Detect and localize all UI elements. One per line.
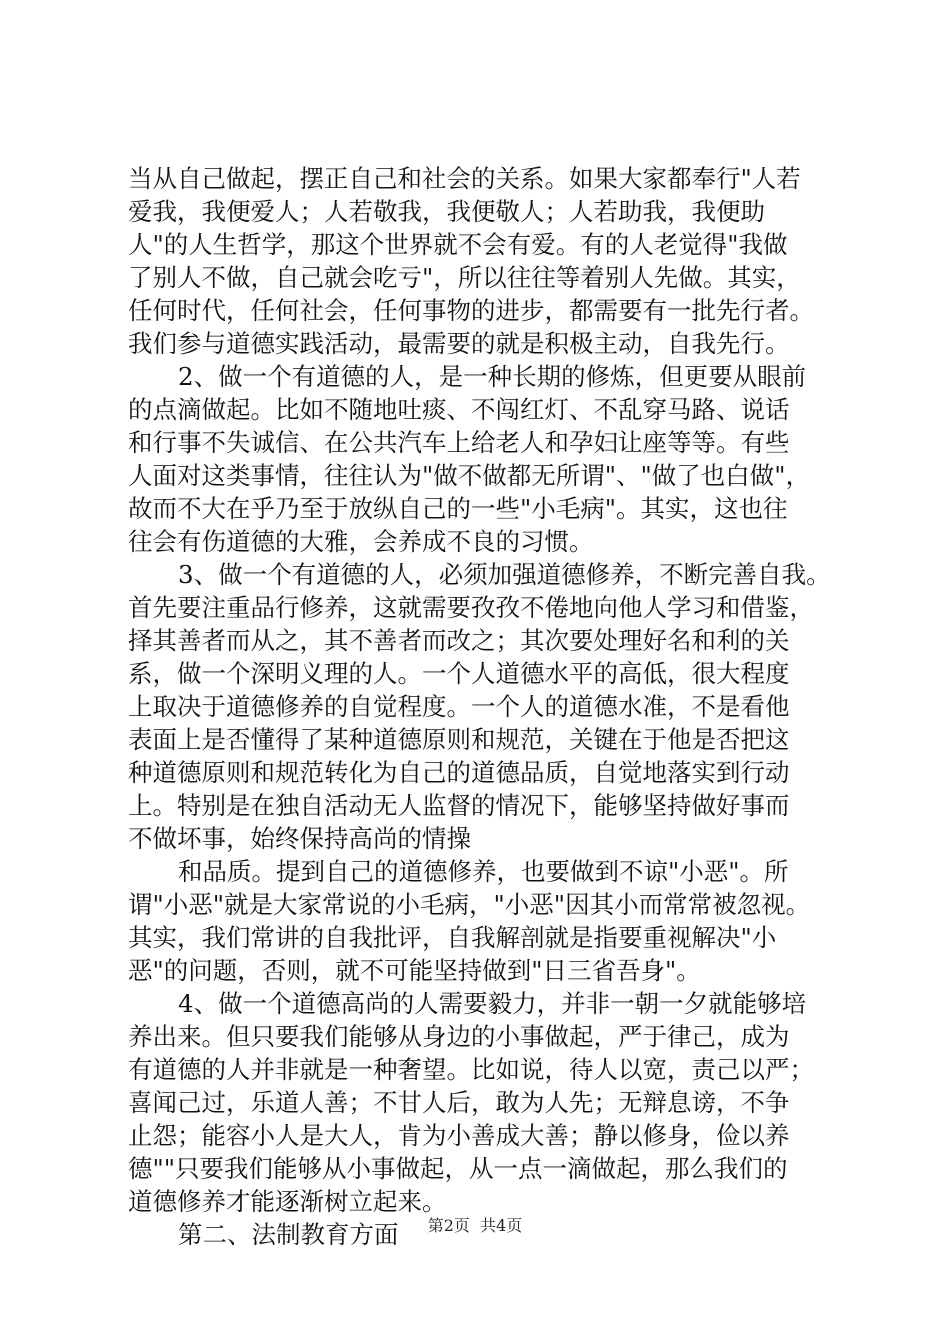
text-line: 谓"小恶"就是大家常说的小毛病，"小恶"因其小而常常被忽视。 (128, 890, 811, 919)
text-line: 种道德原则和规范转化为自己的道德品质，自觉地落实到行动 (128, 758, 790, 787)
page-footer (0, 1214, 950, 1238)
text-line: 首先要注重品行修养，这就需要孜孜不倦地向他人学习和借鉴， (128, 593, 814, 622)
text-line: 道德修养才能逐渐树立起来。 (128, 1187, 447, 1216)
text-line: 其实，我们常讲的自我批评，自我解剖就是指要重视解决"小 (128, 923, 777, 952)
text-line: 的点滴做起。比如不随地吐痰、不闯红灯、不乱穿马路、说话 (128, 395, 790, 424)
text-line: 爱我，我便爱人；人若敬我，我便敬人；人若助我，我便助 (128, 197, 765, 226)
text-line: 往会有伤道德的大雅，会养成不良的习惯。 (128, 527, 594, 556)
text-line: 有道德的人并非就是一种奢望。比如说，待人以宽，责己以严； (128, 1055, 814, 1084)
text-line: 止怨；能容小人是大人，肯为小善成大善；静以修身，俭以养 (128, 1121, 790, 1150)
text-line: 表面上是否懂得了某种道德原则和规范，关键在于他是否把这 (128, 725, 790, 754)
text-line: 人"的人生哲学，那这个世界就不会有爱。有的人老觉得"我做 (128, 230, 788, 259)
text-line: 德""只要我们能够从小事做起，从一点一滴做起，那么我们的 (128, 1154, 788, 1183)
text-line: 任何时代，任何社会，任何事物的进步，都需要有一批先行者。 (128, 296, 814, 325)
text-line: 故而不大在乎乃至于放纵自己的一些"小毛病"。其实，这也往 (128, 494, 788, 523)
text-line: 当从自己做起，摆正自己和社会的关系。如果大家都奉行"人若 (128, 164, 801, 193)
text-line: 恶"的问题，否则，就不可能坚持做到"日三省吾身"。 (128, 956, 701, 985)
text-line: 择其善者而从之，其不善者而改之；其次要处理好名和利的关 (128, 626, 790, 655)
page-total: 共4页 (480, 1216, 523, 1235)
text-line: 不做坏事，始终保持高尚的情操 (128, 824, 471, 853)
document-body (128, 162, 838, 1251)
text-line: 我们参与道德实践活动，最需要的就是积极主动，自我先行。 (128, 329, 790, 358)
text-line: 4、做一个道德高尚的人需要毅力，并非一朝一夕就能够培 (178, 989, 807, 1018)
text-line: 上。特别是在独自活动无人监督的情况下，能够坚持做好事而 (128, 791, 790, 820)
text-line: 系，做一个深明义理的人。一个人道德水平的高低，很大程度 (128, 659, 790, 688)
text-line: 第二、法制教育方面 (178, 1220, 399, 1249)
text-line: 3、做一个有道德的人，必须加强道德修养，不断完善自我。 (178, 560, 831, 589)
text-line: 人面对这类事情，往往认为"做不做都无所谓"、"做了也白做"， (128, 461, 811, 490)
text-line: 和品质。提到自己的道德修养，也要做到不谅"小恶"。所 (178, 857, 789, 886)
text-line: 上取决于道德修养的自觉程度。一个人的道德水准，不是看他 (128, 692, 790, 721)
footer-separator (470, 1216, 480, 1235)
page-number: 第2页 (427, 1216, 470, 1235)
text-line: 养出来。但只要我们能够从身边的小事做起，严于律己，成为 (128, 1022, 790, 1051)
text-line: 2、做一个有道德的人，是一种长期的修炼，但更要从眼前 (178, 362, 807, 391)
text-line: 了别人不做，自己就会吃亏"，所以往往等着别人先做。其实， (128, 263, 801, 292)
text-line: 和行事不失诚信、在公共汽车上给老人和孕妇让座等等。有些 (128, 428, 790, 457)
text-line: 喜闻己过，乐道人善；不甘人后，敢为人先；无辩息谤，不争 (128, 1088, 790, 1117)
